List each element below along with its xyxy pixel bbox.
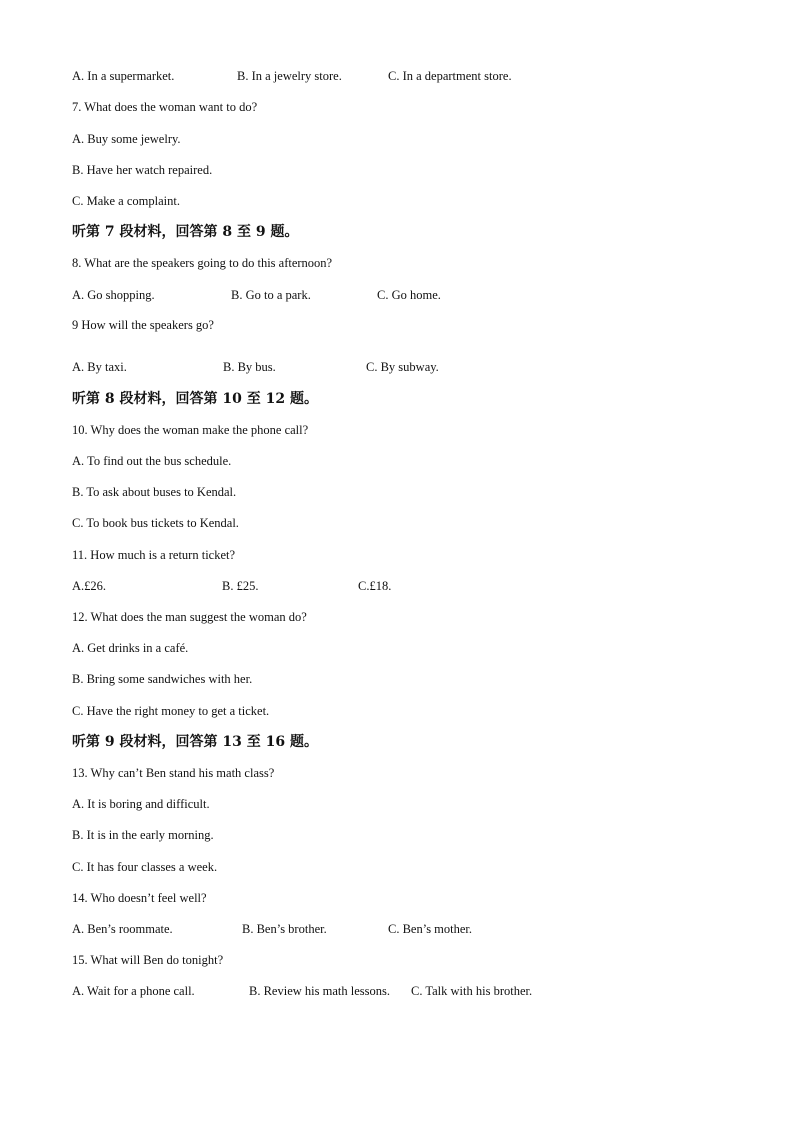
q7-option-c: C. Make a complaint.: [72, 194, 180, 208]
q11-option-b: B. £25.: [222, 579, 259, 593]
q12-option-a: A. Get drinks in a café.: [72, 641, 189, 655]
q15-option-c: C. Talk with his brother.: [411, 984, 533, 998]
q13-option-b: B. It is in the early morning.: [72, 828, 214, 842]
q8-option-a: A. Go shopping.: [72, 288, 155, 302]
q9-question: 9 How will the speakers go?: [72, 318, 214, 332]
q12-question: 12. What does the man suggest the woman do?: [72, 610, 307, 624]
q6-option-b: B. In a jewelry store.: [237, 69, 342, 83]
q7-option-b: B. Have her watch repaired.: [72, 163, 213, 177]
q14-option-a: A. Ben’s roommate.: [72, 922, 173, 936]
q14-question: 14. Who doesn’t feel well?: [72, 891, 207, 905]
q8-option-b: B. Go to a park.: [231, 288, 311, 302]
q6-option-a: A. In a supermarket.: [72, 69, 175, 83]
section-7-heading: 听第 7 段材料，回答第 8 至 9 题。: [72, 224, 299, 240]
q14-option-b: B. Ben’s brother.: [242, 922, 327, 936]
section-8-heading: 听第 8 段材料，回答第 10 至 12 题。: [72, 391, 318, 407]
q15-option-a: A. Wait for a phone call.: [72, 984, 195, 998]
q9-option-a: A. By taxi.: [72, 360, 127, 374]
q11-question: 11. How much is a return ticket?: [72, 548, 236, 562]
q14-option-c: C. Ben’s mother.: [388, 922, 473, 936]
q7-option-a: A. Buy some jewelry.: [72, 132, 181, 146]
q13-option-c: C. It has four classes a week.: [72, 860, 218, 874]
q8-question: 8. What are the speakers going to do this afternoon?: [72, 256, 333, 270]
q10-option-a: A. To find out the bus schedule.: [72, 454, 232, 468]
q10-question: 10. Why does the woman make the phone call?: [72, 423, 309, 437]
q10-option-b: B. To ask about buses to Kendal.: [72, 485, 237, 499]
q11-option-a: A.£26.: [72, 579, 107, 593]
q13-question: 13. Why can’t Ben stand his math class?: [72, 766, 275, 780]
q9-option-b: B. By bus.: [223, 360, 276, 374]
q9-option-c: C. By subway.: [366, 360, 439, 374]
q12-option-c: C. Have the right money to get a ticket.: [72, 704, 270, 718]
q10-option-c: C. To book bus tickets to Kendal.: [72, 516, 239, 530]
q8-option-c: C. Go home.: [377, 288, 441, 302]
q11-option-c: C.£18.: [358, 579, 392, 593]
q15-option-b: B. Review his math lessons.: [249, 984, 390, 998]
q12-option-b: B. Bring some sandwiches with her.: [72, 672, 253, 686]
q7-question: 7. What does the woman want to do?: [72, 100, 258, 114]
q15-question: 15. What will Ben do tonight?: [72, 953, 224, 967]
section-9-heading: 听第 9 段材料，回答第 13 至 16 题。: [72, 734, 318, 750]
q13-option-a: A. It is boring and difficult.: [72, 797, 210, 811]
q6-option-c: C. In a department store.: [388, 69, 512, 83]
